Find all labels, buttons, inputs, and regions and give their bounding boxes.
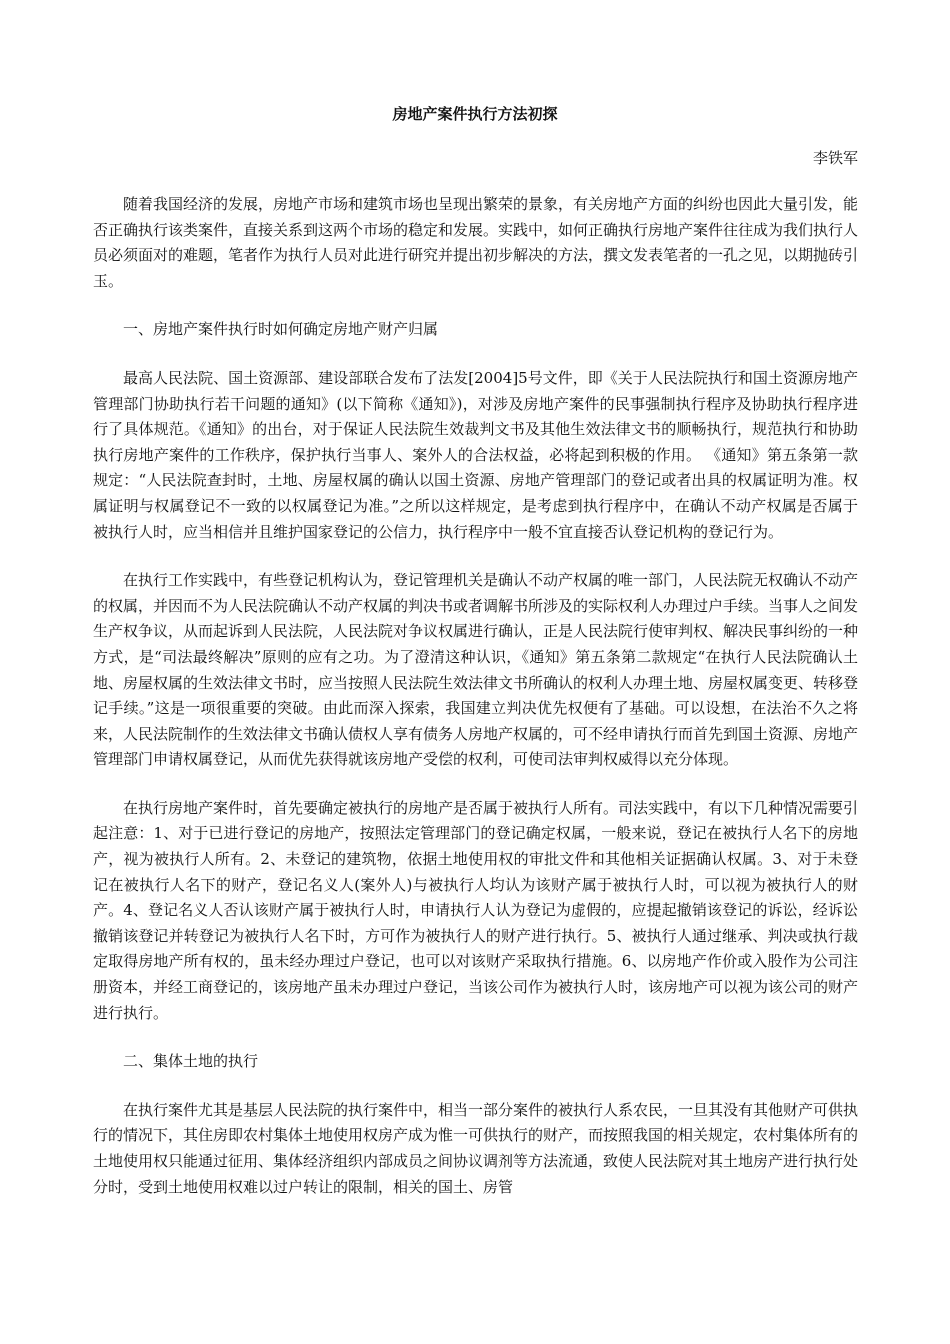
body-paragraph: 随着我国经济的发展，房地产市场和建筑市场也呈现出繁荣的景象，有关房地产方面的纠纷也因此大量引发，能否正确执行该类案件，直接关系到这两个市场的稳定和发展。实践中，如何正确执行房地产案件往往成为我们执行人员必须面对的难题，笔者作为执行人员对此进行研究并提出初步解决的方法，撰文发表笔者的一孔之见，以期抛砖引玉。 [93,195,859,290]
section-heading: 二、集体土地的执行 [123,1052,259,1071]
document-title: 房地产案件执行方法初探 [392,105,558,123]
body-paragraph: 最高人民法院、国土资源部、建设部联合发布了法发[2004]5号文件，即《关于人民法院执行和国土资源房地产管理部门协助执行若干问题的通知》(以下简称《通知》)，对涉及房地产案件的民事强制执行程序及协助执行程序进行了具体规范。《通知》的出台，对于保证人民法院生效裁判文书及其他生效法律文书的顺畅执行，规范执行和协助执行房地产案件的工作秩序，保护执行当事人、案外人的合法权益，必将起到积极的作用。 《通知》第五条第一款规定：“人民法院查封时，土地、房屋权属的确认以国土资源、房地产管理部门的登记或者出具的权属证明为准。权属证明与权属登记不一致的以权属登记为准。”之所以这样规定，是考虑到执行程序中，在确认不动产权属是否属于被执行人时，应当相信并且维护国家登记的公信力，执行程序中一般不宜直接否认登记机构的登记行为。 [93,368,858,541]
section-heading: 一、房地产案件执行时如何确定房地产财产归属 [123,320,439,339]
body-paragraph: 在执行工作实践中，有些登记机构认为，登记管理机关是确认不动产权属的唯一部门，人民法院无权确认不动产的权属，并因而不为人民法院确认不动产权属的判决书或者调解书所涉及的实际权利人办理过户手续。当事人之间发生产权争议，从而起诉到人民法院，人民法院对争议权属进行确认，正是人民法院行使审判权、解决民事纠纷的一种方式，是“司法最终解决”原则的应有之功。为了澄清这种认识，《通知》第五条第二款规定“在执行人民法院确认土地、房屋权属的生效法律文书时，应当按照人民法院生效法律文书所确认的权利人办理土地、房屋权属变更、转移登记手续。”这是一项很重要的突破。由此而深入探索，我国建立判决优先权便有了基础。可以设想，在法治不久之将来，人民法院制作的生效法律文书确认债权人享有债务人房地产权属的，可不经申请执行而首先到国土资源、房地产管理部门申请权属登记，从而优先获得就该房地产受偿的权利，可使司法审判权威得以充分体现。 [93,571,859,769]
document-body [93,192,858,1223]
body-paragraph: 在执行案件尤其是基层人民法院的执行案件中，相当一部分案件的被执行人系农民，一旦其没有其他财产可供执行的情况下，其住房即农村集体土地使用权房产成为惟一可供执行的财产，而按照我国的相关规定，农村集体所有的土地使用权只能通过征用、集体经济组织内部成员之间协议调剂等方法流通，致使人民法院对其土地房产进行执行处分时，受到土地使用权难以过户转让的限制，相关的国土、房管 [93,1100,859,1196]
body-paragraph: 在执行房地产案件时，首先要确定被执行的房地产是否属于被执行人所有。司法实践中，有以下几种情况需要引起注意：1、对于已进行登记的房地产，按照法定管理部门的登记确定权属，一般来说，登记在被执行人名下的房地产，视为被执行人所有。2、未登记的建筑物，依据土地使用权的审批文件和其他相关证据确认权属。3、对于未登记在被执行人名下的财产，登记名义人(案外人)与被执行人均认为该财产属于被执行人时，可以视为被执行人的财产。4、登记名义人否认该财产属于被执行人时，申请执行人认为登记为虚假的，应提起撤销该登记的诉讼，经诉讼撤销该登记并转登记为被执行人名下时，方可作为被执行人的财产进行执行。5、被执行人通过继承、判决或执行裁定取得房地产所有权的，虽未经办理过户登记，也可以对该财产采取执行措施。6、以房地产作价或入股作为公司注册资本，并经工商登记的，该房地产虽未办理过户登记，当该公司作为被执行人时，该房地产可以视为该公司的财产进行执行。 [93,798,859,1022]
author-name: 李铁军 [812,149,858,167]
